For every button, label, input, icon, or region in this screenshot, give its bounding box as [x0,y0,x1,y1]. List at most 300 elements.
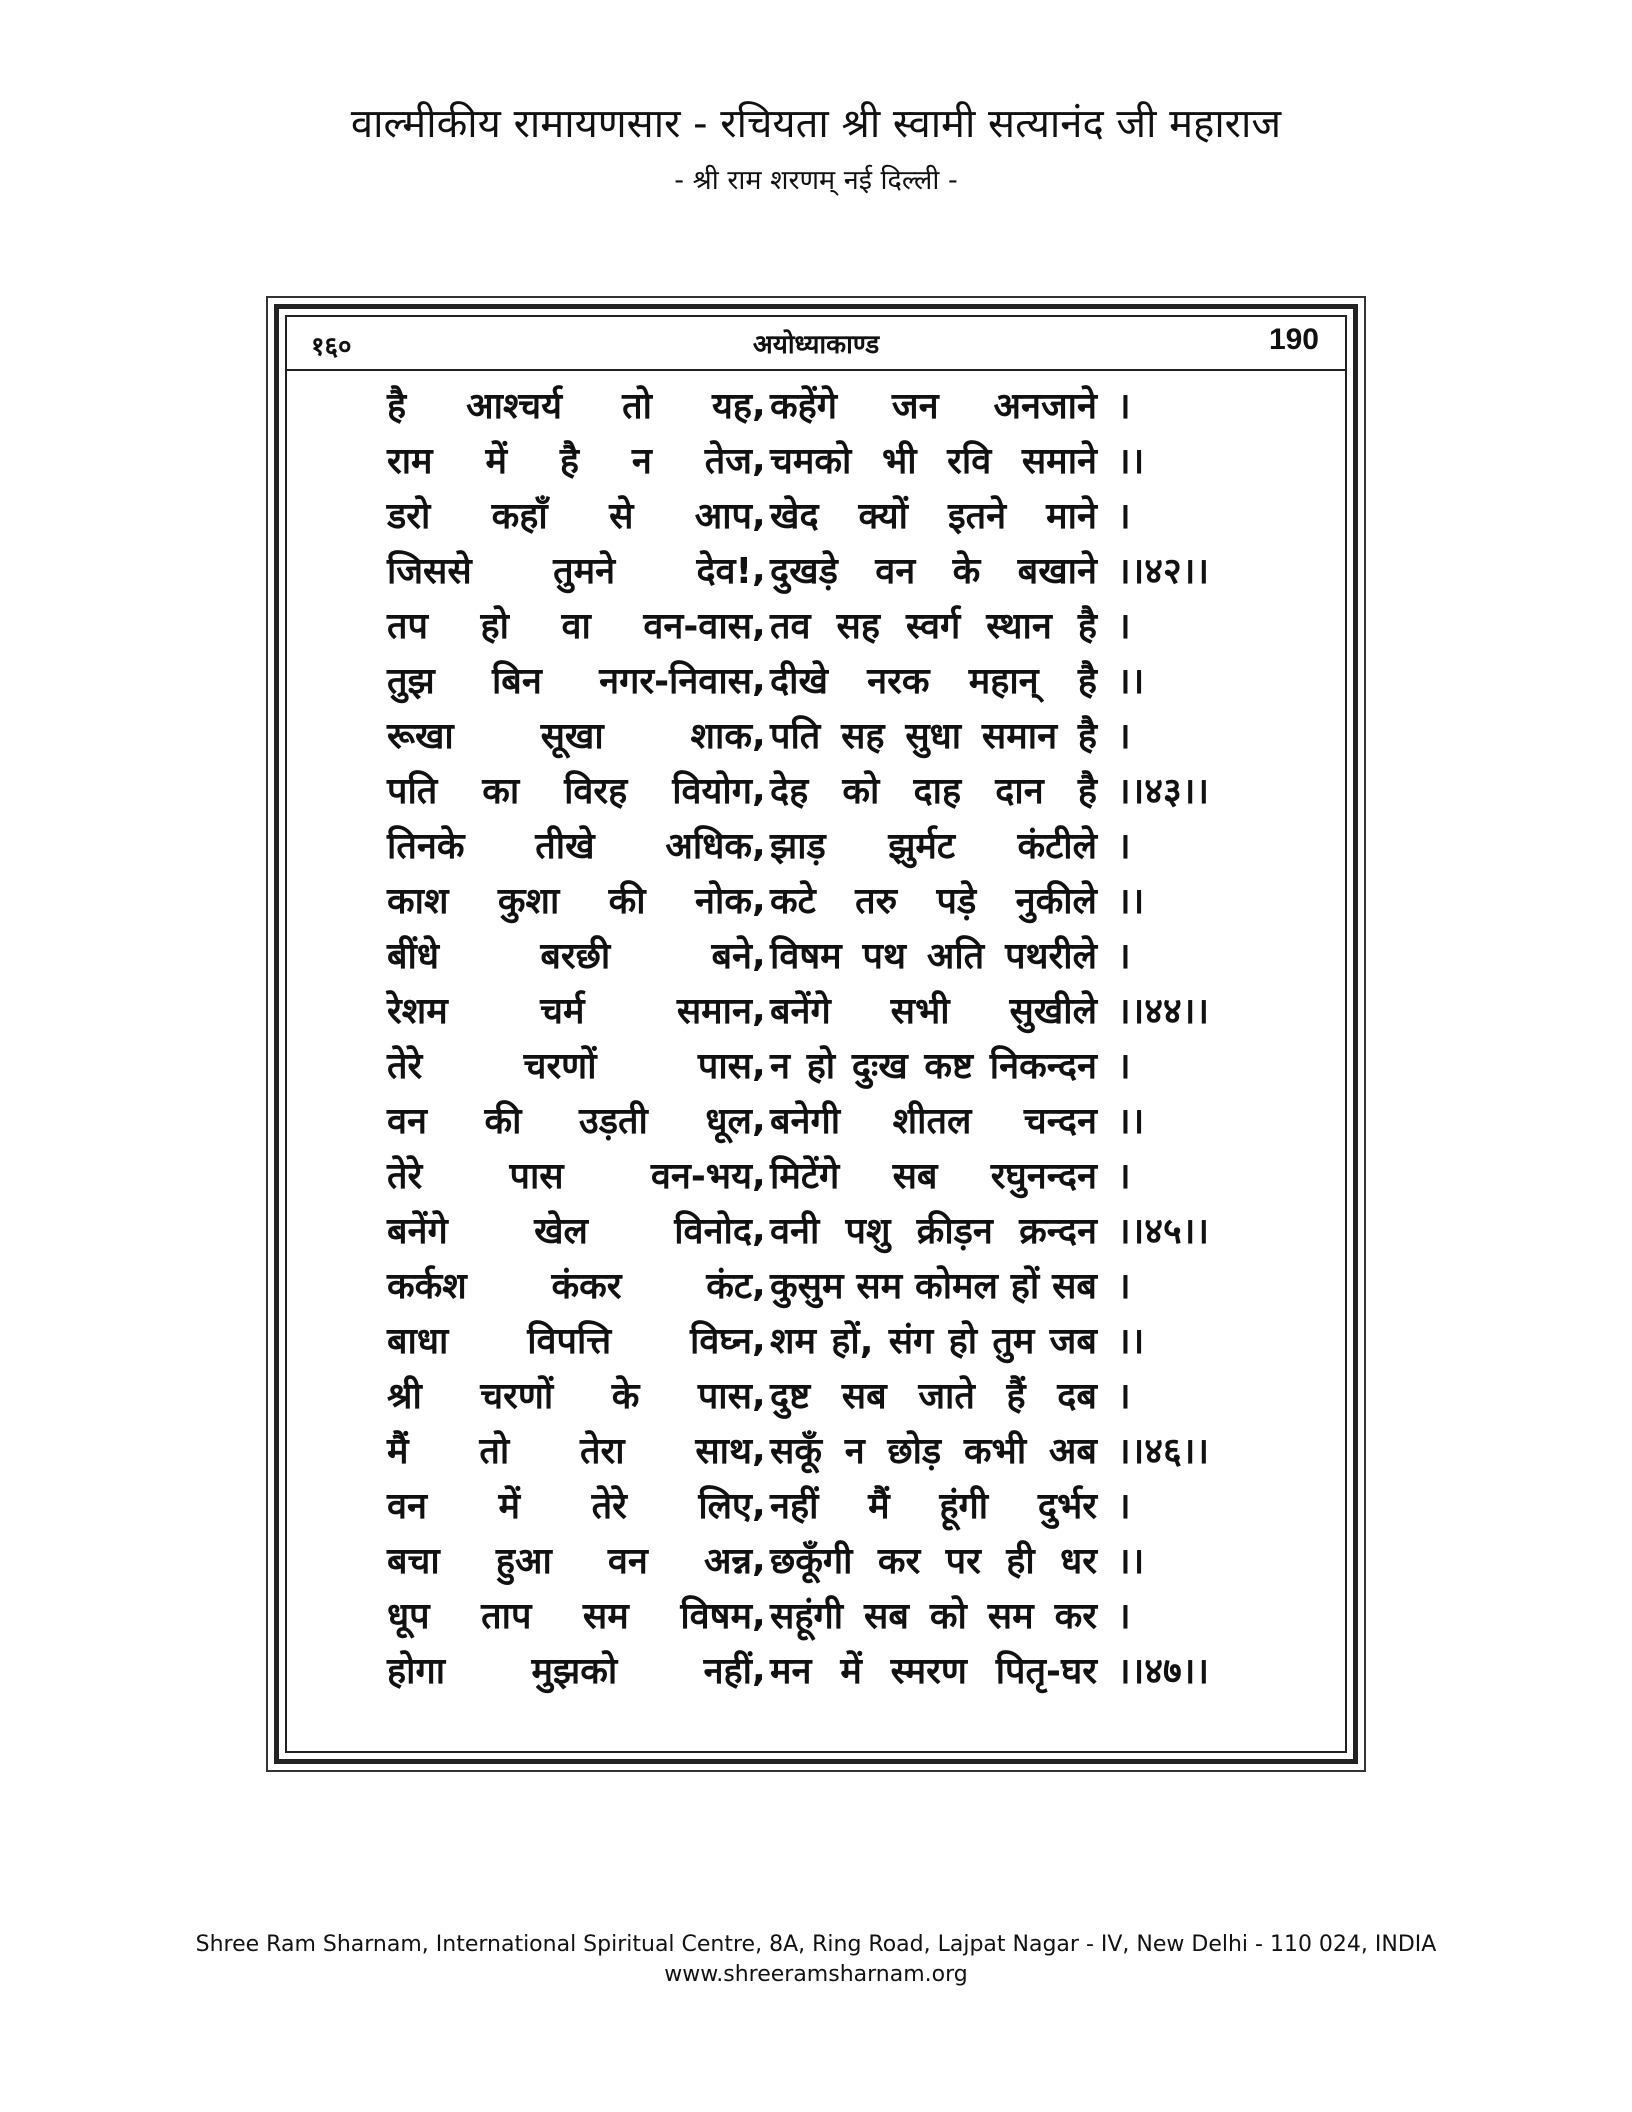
verse-word: वन [607,1541,648,1582]
verse-word: मिटेंगे [770,1156,840,1197]
verse-comma: , [752,1594,766,1635]
verse-word: दीखे [770,661,828,702]
verse-second-half [764,1315,1097,1364]
verse-end-mark: । [1117,1046,1131,1087]
verse-word: सूखा [540,716,604,757]
verse-comma: , [752,659,766,700]
verse-word: में [485,441,507,482]
verse-word: की [608,881,646,922]
verse-word: पितृ-घर [995,1651,1097,1692]
verse-word: समाने [1021,441,1097,482]
verse-word: ही [1006,1541,1035,1582]
verse-word: दाह [913,771,962,812]
verse-first-half [387,545,752,594]
verse-word: झुर्मट [888,826,956,867]
verse-word: लिए [698,1486,752,1527]
verse-block [387,377,1247,1697]
verse-word: तव [770,606,811,647]
verse-word: आश्चर्य [466,386,563,427]
verse-second-half [764,985,1097,1034]
verse-word: नहीं [770,1486,819,1527]
verse-comma: , [752,824,766,865]
verse-first-half [387,710,752,759]
verse-word: पथरीले [1005,936,1097,977]
verse-word: बनेंगे [387,1211,448,1252]
verse-word: खेद [770,496,819,537]
verse-word: विघ्न [690,1321,752,1362]
verse-second-half [764,655,1097,704]
verse-second-half [764,765,1097,814]
verse-word: दब [1057,1376,1097,1417]
verse-word: सब [1052,1266,1097,1307]
verse-line [387,542,1247,597]
verse-word: सकूँ [770,1431,822,1472]
verse-word: ताप [481,1596,532,1637]
verse-line [387,762,1247,817]
verse-word: नरक [867,661,930,702]
footer-address: Shree Ram Sharnam, International Spiritual Centre, 8A, Ring Road, Lajpat Nagar - IV, New Delhi - 110 024, INDIA [195,1932,1437,1957]
page-header [287,317,1345,367]
verse-word: सहूंगी [770,1596,844,1637]
verse-word: हों [1010,1266,1040,1307]
verse-word: दान [995,771,1044,812]
verse-comma: , [752,549,766,590]
verse-word: सह [836,606,880,647]
verse-end-mark: ।।४७।। [1117,1651,1210,1692]
verse-word: रघुनन्दन [990,1156,1097,1197]
verse-comma: , [752,769,766,810]
verse-word: राम [387,441,433,482]
verse-end-mark: ।। [1117,1321,1145,1362]
verse-word: चर्म [540,991,585,1032]
verse-word: जिससे [387,551,472,592]
verse-word: पर [945,1541,981,1582]
verse-first-half [387,820,752,869]
verse-comma: , [752,989,766,1030]
verse-end-mark: । [1117,936,1131,977]
verse-comma: , [752,1154,766,1195]
verse-word: बने [711,936,752,977]
verse-word: स्थान [986,606,1052,647]
verse-word: कुशा [497,881,560,922]
verse-word: महान् [968,661,1039,702]
verse-word: पशु [845,1211,891,1252]
verse-second-half [764,545,1097,594]
verse-word: रूखा [387,716,454,757]
verse-word: विनोद [674,1211,752,1252]
verse-end-mark: ।।४४।। [1117,991,1210,1032]
verse-second-half [764,930,1097,979]
verse-word: तिनके [387,826,465,867]
verse-word: की [484,1101,522,1142]
verse-first-half [387,655,752,704]
verse-end-mark: ।।४३।। [1117,771,1210,812]
verse-line [387,927,1247,982]
page-frame [266,296,1366,1772]
verse-word: पास [697,1376,752,1417]
frame-content [285,315,1347,1753]
verse-word: का [482,771,520,812]
verse-word: बरछी [540,936,611,977]
verse-word: सम [856,1266,903,1307]
verse-word: वन-वास [643,606,752,647]
verse-word: डरो [387,496,431,537]
verse-word: अन्न [703,1541,752,1582]
verse-second-half [764,490,1097,539]
verse-word: सुखीले [1009,991,1097,1032]
verse-second-half [764,1425,1097,1474]
verse-word: भी [881,441,917,482]
verse-word: चरणों [480,1376,554,1417]
verse-line [387,1587,1247,1642]
verse-word: क्रन्दन [1019,1211,1097,1252]
verse-line [387,1202,1247,1257]
verse-comma: , [752,1374,766,1415]
verse-word: बनेंगे [770,991,831,1032]
verse-comma: , [752,1539,766,1580]
verse-word: कर [877,1541,921,1582]
verse-first-half [387,1205,752,1254]
verse-word: विरह [564,771,628,812]
verse-word: तेरे [591,1486,627,1527]
verse-word: तो [622,386,652,427]
verse-word: यह [711,386,752,427]
verse-word: तुझ [387,661,435,702]
verse-word: है [1077,661,1097,702]
verse-line [387,872,1247,927]
verse-word: होगा [387,1651,446,1692]
verse-second-half [764,875,1097,924]
document-subtitle: - श्री राम शरणम् नई दिल्ली - [674,165,958,196]
verse-word: पथ [862,936,906,977]
verse-word: न [844,1431,865,1472]
verse-word: झाड़ [770,826,826,867]
verse-first-half [387,1040,752,1089]
verse-word: कंट [706,1266,752,1307]
verse-word: दुःख [851,1046,908,1087]
footer-website: www.shreeramsharnam.org [664,1962,968,1987]
verse-word: नगर-निवास [599,661,752,702]
verse-word: कष्ट [924,1046,974,1087]
verse-first-half [387,1425,752,1474]
header-divider [287,369,1345,371]
verse-word: तुमने [553,551,616,592]
verse-word: कहेंगे [770,386,838,427]
verse-word: मुझको [531,1651,618,1692]
verse-word: है [1077,606,1097,647]
verse-word: के [611,1376,640,1417]
verse-word: काश [387,881,449,922]
verse-word: क्यों [858,496,909,537]
verse-line [387,1147,1247,1202]
verse-word: धूप [387,1596,430,1637]
verse-word: नोक [695,881,752,922]
verse-word: हूंगी [939,1486,989,1527]
verse-word: स्वर्ग [905,606,961,647]
verse-word: साथ [695,1431,752,1472]
verse-line [387,432,1247,487]
verse-word: न [770,1046,790,1087]
verse-first-half [387,875,752,924]
verse-end-mark: । [1117,1486,1131,1527]
verse-word: माने [1046,496,1097,537]
verse-word: निकन्दन [989,1046,1097,1087]
verse-first-half [387,985,752,1034]
verse-line [387,1367,1247,1422]
verse-line [387,1092,1247,1147]
verse-comma: , [752,1264,766,1305]
verse-word: कोमल [915,1266,998,1307]
verse-second-half [764,1590,1097,1639]
verse-word: बींधे [387,936,440,977]
verse-word: चन्दन [1023,1101,1097,1142]
verse-word: आप [694,496,752,537]
verse-line [387,1642,1247,1697]
verse-line [387,982,1247,1037]
verse-second-half [764,1535,1097,1584]
verse-word: वन [875,551,916,592]
verse-word: नुकीले [1015,881,1097,922]
verse-first-half [387,490,752,539]
verse-word: रेशम [387,991,448,1032]
verse-first-half [387,380,752,429]
verse-word: में [498,1486,521,1527]
verse-second-half [764,1480,1097,1529]
verse-first-half [387,1645,752,1694]
verse-comma: , [752,1484,766,1525]
verse-word: उड़ती [579,1101,648,1142]
page-number-devanagari: १६० [311,332,352,362]
verse-word: खेल [534,1211,588,1252]
verse-line [387,487,1247,542]
verse-word: अब [1048,1431,1097,1472]
page-number: 190 [1268,323,1319,356]
verse-word: तुम [992,1321,1035,1362]
verse-word: सब [864,1596,909,1637]
verse-word: है [1077,771,1097,812]
verse-word: मैं [868,1486,890,1527]
verse-end-mark: । [1117,386,1131,427]
verse-word: छकूँगी [770,1541,853,1582]
verse-word: समान [676,991,752,1032]
verse-word: धर [1060,1541,1097,1582]
verse-end-mark: ।।४२।। [1117,551,1210,592]
verse-word: न [631,441,652,482]
verse-word: वनी [770,1211,820,1252]
verse-word: तो [479,1431,510,1472]
verse-word: कहाँ [491,496,548,537]
verse-word: शाक [690,716,752,757]
verse-word: बनेगी [770,1101,841,1142]
verse-word: में [840,1651,862,1692]
verse-word: सुधा [905,716,962,757]
verse-word: सब [841,1376,887,1417]
verse-word: सभी [890,991,950,1032]
verse-word: अधिक [665,826,752,867]
verse-word: पति [770,716,821,757]
verse-word: पास [697,1046,752,1087]
verse-comma: , [752,879,766,920]
verse-word: वियोग [672,771,752,812]
verse-second-half [764,1645,1097,1694]
verse-line [387,707,1247,762]
verse-line [387,652,1247,707]
verse-word: अति [926,936,985,977]
verse-word: वन [387,1101,427,1142]
verse-word: कर्कश [387,1266,467,1307]
document-title: वाल्मीकीय रामायणसार - रचियता श्री स्वामी सत्यानंद जी महाराज [350,101,1282,147]
verse-word: हैं [1006,1376,1026,1417]
verse-word: विषम [680,1596,752,1637]
verse-word: हुआ [495,1541,552,1582]
verse-comma: , [752,439,766,480]
verse-first-half [387,1315,752,1364]
verse-word: कुसुम [770,1266,844,1307]
verse-word: पास [509,1156,564,1197]
verse-word: सब [892,1156,938,1197]
verse-second-half [764,820,1097,869]
verse-word: है [1077,716,1097,757]
verse-comma: , [752,1099,766,1140]
verse-line [387,1257,1247,1312]
verse-comma: , [752,1649,766,1690]
verse-word: विपत्ति [527,1321,612,1362]
verse-comma: , [752,384,766,425]
verse-comma: , [752,934,766,975]
verse-first-half [387,765,752,814]
verse-word: बचा [387,1541,440,1582]
verse-first-half [387,1260,752,1309]
verse-word: से [609,496,634,537]
verse-word: स्मरण [890,1651,967,1692]
verse-word: दुखड़े [770,551,838,592]
verse-word: तेरे [387,1156,423,1197]
verse-second-half [764,710,1097,759]
verse-word: हों, [831,1321,874,1362]
verse-word: तरु [855,881,898,922]
verse-line [387,1422,1247,1477]
verse-line [387,1037,1247,1092]
verse-second-half [764,435,1097,484]
verse-comma: , [752,1319,766,1360]
verse-second-half [764,380,1097,429]
verse-end-mark: । [1117,1596,1131,1637]
verse-word: हो [806,1046,836,1087]
verse-line [387,1532,1247,1587]
verse-line [387,597,1247,652]
verse-word: देह [770,771,809,812]
verse-word: संग [888,1321,934,1362]
verse-end-mark: । [1117,606,1131,647]
verse-end-mark: ।। [1117,1541,1145,1582]
verse-word: तप [387,606,428,647]
frame-border [274,304,1358,1764]
verse-end-mark: । [1117,1376,1131,1417]
verse-word: नहीं [703,1651,752,1692]
verse-word: तेरा [579,1431,625,1472]
verse-word: विषम [770,936,842,977]
verse-word: तेरे [387,1046,423,1087]
verse-word: रवि [947,441,992,482]
verse-word: क्रीड़न [916,1211,993,1252]
verse-end-mark: ।। [1117,441,1145,482]
verse-word: के [952,551,981,592]
verse-second-half [764,1370,1097,1419]
verse-word: कभी [963,1431,1027,1472]
verse-end-mark: ।। [1117,1101,1145,1142]
verse-word: मैं [387,1431,409,1472]
verse-word: दुर्भर [1037,1486,1097,1527]
verse-end-mark: ।।४६।। [1117,1431,1210,1472]
verse-end-mark: । [1117,716,1131,757]
verse-word: चरणों [523,1046,597,1087]
verse-word: जब [1049,1321,1097,1362]
verse-second-half [764,1205,1097,1254]
verse-line [387,1312,1247,1367]
verse-first-half [387,1480,752,1529]
verse-first-half [387,1590,752,1639]
verse-end-mark: ।।४५।। [1117,1211,1210,1252]
verse-first-half [387,1095,752,1144]
verse-word: कटे [770,881,816,922]
verse-word: बिन [491,661,542,702]
verse-second-half [764,1150,1097,1199]
verse-word: वन [387,1486,427,1527]
verse-second-half [764,1095,1097,1144]
verse-comma: , [752,1044,766,1085]
section-title: अयोध्याकाण्ड [752,330,880,360]
verse-word: बखाने [1017,551,1097,592]
verse-word: जाते [918,1376,975,1417]
verse-first-half [387,435,752,484]
verse-end-mark: ।। [1117,661,1145,702]
verse-end-mark: । [1117,1266,1131,1307]
verse-word: छोड़ [887,1431,942,1472]
verse-word: कंकर [551,1266,622,1307]
verse-word: को [842,771,880,812]
verse-word: वा [561,606,591,647]
verse-word: पड़े [936,881,977,922]
verse-word: चमको [770,441,852,482]
verse-word: देव! [696,551,752,592]
verse-word: इतने [947,496,1007,537]
verse-end-mark: । [1117,1156,1131,1197]
verse-word: पति [387,771,438,812]
verse-line [387,817,1247,872]
verse-word: तेज [704,441,752,482]
verse-word: दुष्ट [770,1376,811,1417]
verse-line [387,1477,1247,1532]
verse-second-half [764,1260,1097,1309]
verse-first-half [387,1535,752,1584]
verse-word: वन-भय [650,1156,752,1197]
verse-comma: , [752,1429,766,1470]
verse-word: कर [1054,1596,1097,1637]
verse-word: बाधा [387,1321,449,1362]
verse-first-half [387,600,752,649]
verse-word: हो [948,1321,978,1362]
verse-word: सह [841,716,885,757]
verse-word: शीतल [892,1101,972,1142]
verse-word: हो [480,606,509,647]
verse-first-half [387,1370,752,1419]
verse-word: धूल [705,1101,752,1142]
verse-word: है [559,441,579,482]
verse-word: अनजाने [993,386,1097,427]
verse-word: मन [770,1651,812,1692]
verse-comma: , [752,494,766,535]
verse-comma: , [752,1209,766,1250]
